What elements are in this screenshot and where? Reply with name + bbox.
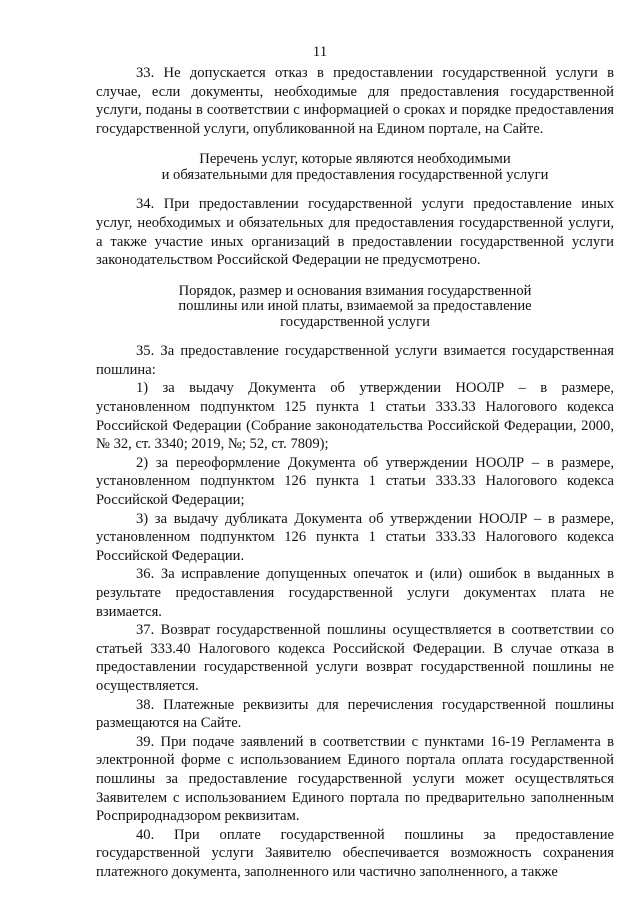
paragraph-35-item-1: 1) за выдачу Документа об утверждении НООЛР – в размере, установленном подпунктом 125 пункта 1 статьи 333.33 Налогового кодекса Российской Федерации (Собрание законодательства Российской Федерации, 2000, № 32, ст. 3340; 2019, №; 52, ст. 7809); bbox=[96, 380, 614, 453]
paragraph-37: 37. Возврат государственной пошлины осуществляется в соответствии со статьей 333.40 Налогового кодекса Российской Федерации. В случае отказа в предоставлении государственной услуги возврат государственной пошлины не осуществляется. bbox=[96, 622, 614, 694]
paragraph-36: 36. За исправление допущенных опечаток и (или) ошибок в выданных в результате предоставления государственной услуги документах плата не взимается. bbox=[96, 566, 614, 620]
paragraph-39: 39. При подаче заявлений в соответствии с пунктами 16-19 Регламента в электронной форме с использованием Единого портала оплата государственной пошлины за предоставление государственной услуги может осуществляться Заявителем с использованием Единого портала по предварительно заполненным Росприроднадзором реквизитам. bbox=[96, 733, 614, 825]
paragraph-35: 35. За предоставление государственной услуги взимается государственная пошлина: bbox=[96, 343, 614, 378]
paragraph-33: 33. Не допускается отказ в предоставлении государственной услуги в случае, если документы, необходимые для предоставления государственной услуги, поданы в соответствии с информацией о сроках и порядке предоставления государственной услуги, опубликованной на Едином портале, на Сайте. bbox=[96, 65, 614, 137]
page-number: 11 bbox=[312, 44, 328, 60]
paragraph-38: 38. Платежные реквизиты для перечисления государственной пошлины размещаются на Сайте. bbox=[96, 696, 614, 732]
section-heading-fee bbox=[96, 284, 614, 331]
heading-line: Перечень услуг, которые являются необходимыми bbox=[199, 151, 511, 168]
paragraph-34: 34. При предоставлении государственной услуги предоставление иных услуг, необходимых и обязательных для предоставления государственной услуги, а также участие иных организаций в предоставлении государственной услуги законодательством Российской Федерации не предусмотрено. bbox=[96, 196, 614, 269]
paragraph-40: 40. При оплате государственной пошлины за предоставление государственной услуги Заявителю обеспечивается возможность сохранения платежного документа, заполненного или частично заполненного, а также bbox=[96, 826, 614, 880]
heading-line: пошлины или иной платы, взимаемой за предоставление bbox=[178, 298, 532, 315]
heading-line: Порядок, размер и основания взимания государственной bbox=[178, 282, 532, 299]
heading-line: государственной услуги bbox=[280, 313, 430, 330]
document-body bbox=[96, 64, 614, 881]
section-heading-services bbox=[96, 152, 614, 183]
paragraph-35-item-2: 2) за переоформление Документа об утверждении НООЛР – в размере, установленном подпунктом 126 пункта 1 статьи 333.33 Налогового кодекса Российской Федерации; bbox=[96, 454, 614, 508]
paragraph-35-item-3: 3) за выдачу дубликата Документа об утверждении НООЛР – в размере, установленном подпунктом 126 пункта 1 статьи 333.33 Налогового кодекса Российской Федерации. bbox=[96, 510, 614, 564]
heading-line: и обязательными для предоставления государственной услуги bbox=[161, 166, 549, 183]
